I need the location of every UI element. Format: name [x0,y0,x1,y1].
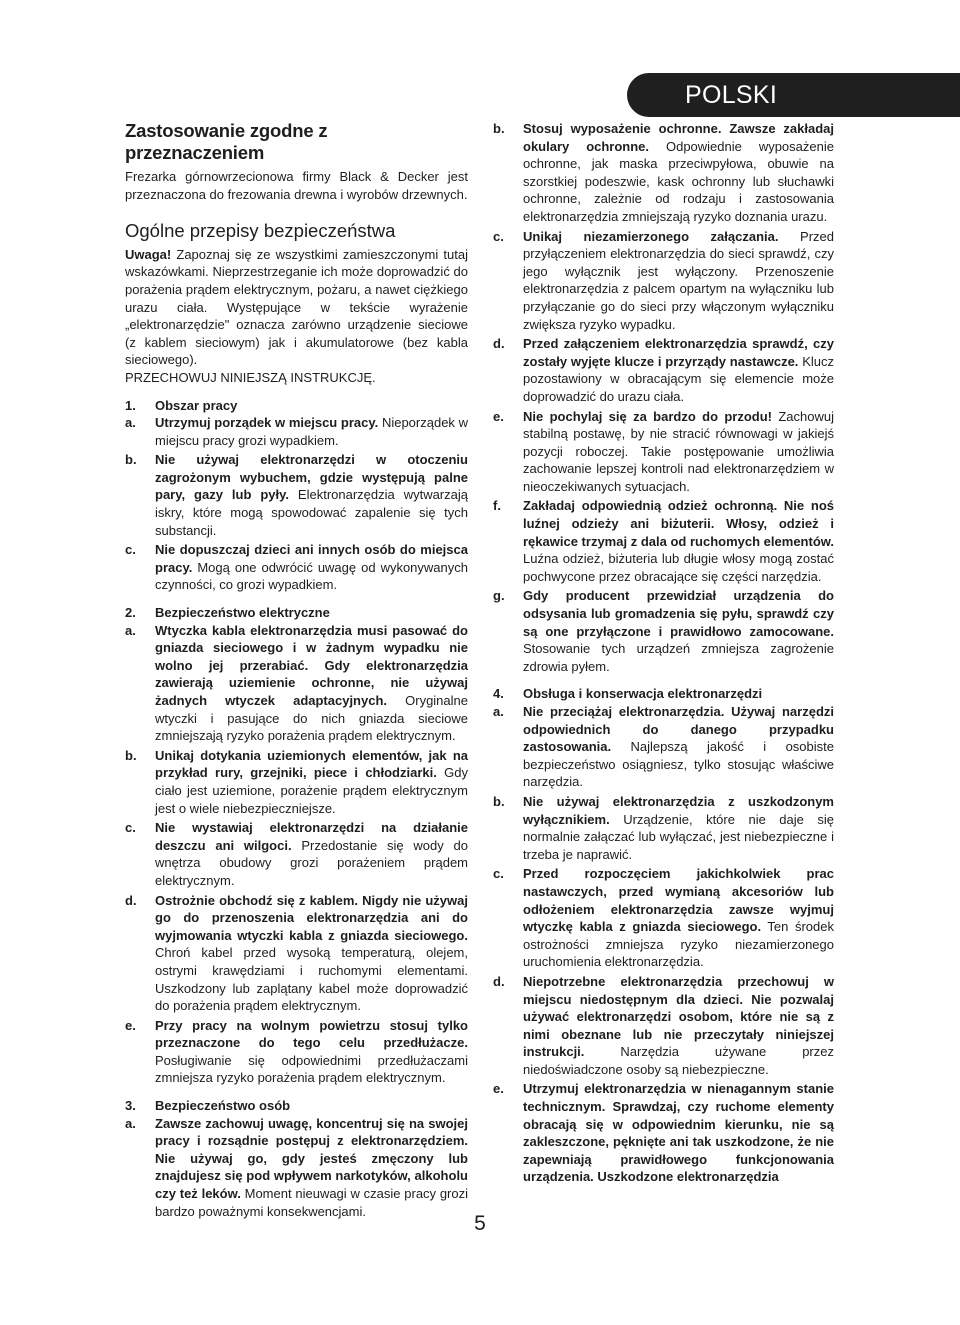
item-bold-text: Nie używaj elektronarzędzia z uszkodzonym wyłącznikiem. [523,793,834,827]
section-4-items [493,703,834,1186]
section-4-heading: 4. Obsługa i konserwacja elektronarzędzi [493,686,763,702]
item-text: Urządzenie, które nie daje się normalnie załączać lub wyłączać, jest niebezpieczne i trzeba je naprawić. [523,811,834,862]
item-body [155,541,468,594]
item-label: e. [493,1081,504,1097]
section-title-intended-use: Zastosowanie zgodne z przeznaczeniem [125,120,328,164]
item-bold-text: Nie przeciążaj elektronarzędzia. Używaj narzędzi odpowiednich do danego przypadku zastosowania. [523,704,834,755]
item-label: a. [493,704,504,719]
list-item [493,335,834,405]
list-item [493,587,834,675]
item-body [523,793,834,863]
item-text: Mogą one odwrócić uwagę od wykonywanych czynności, co grozi wypadkiem. [155,559,468,593]
item-label: c. [493,866,504,882]
section-3-items [125,1115,468,1221]
list-item [125,1115,468,1221]
item-text: Elektronarzędzia wytwarzają iskry, które mogą spowodować zapalenie się tych substancji. [155,487,468,538]
item-bold-text: Stosuj wyposażenie ochronne. Zawsze zakładaj okulary ochronne. [523,121,834,154]
item-body [523,335,834,405]
item-body [523,120,834,226]
item-bold-text: Przy pracy na wolnym powietrzu stosuj tylko przeznaczone do tego celu przedłużacze. [155,1017,468,1051]
list-item [125,414,468,449]
item-bold-text: Ostrożnie obchodź się z kablem. Nigdy nie używaj go do przenoszenia elektronarzędzia ani do wyjmowania wtyczki kabla z gniazda sieciowego. [155,892,468,943]
list-item [125,892,468,1015]
item-label: e. [493,408,504,424]
item-body [523,587,834,675]
section-3-heading: 3. Bezpieczeństwo osób [125,1098,291,1114]
item-text: Narzędzia używane przez niedoświadczone osoby są niebezpieczne. [523,1044,834,1077]
item-bold-text: Wtyczka kabla elektronarzędzia musi pasować do gniazda sieciowego i w żadnym wypadku nie wolno jej przerabiać. Gdy elektronarzędzia zawierają uziemienie ochronne, nie używaj żadnych wtyczek adaptacyjnych. [155,622,468,708]
item-text: Przed przyłączeniem elektronarzędzia do sieci sprawdź, czy jego wyłącznik jest wyłączony. Przenoszenie elektronarzędzia z palcem opartym na wyłączniku lub przyłączanie go do sieci przy włączonym wyłączniku zwiększa ryzyko wypadku. [523,228,834,332]
section-2-items [125,622,468,1087]
item-bold-text: Gdy producent przewidział urządzenia do odsysania lub gromadzenia się pyłu, sprawdź czy są one przyłączone i prawidłowo zamocowane. [523,588,834,639]
item-body [155,819,468,889]
item-text: Gdy ciało jest uziemione, porażenie prądem elektrycznym jest o wiele niebezpieczniejsze. [155,765,468,816]
item-text: Stosowanie tych urządzeń zmniejsza zagrożenie zdrowia pyłem. [523,641,834,674]
section-2-heading: 2. Bezpieczeństwo elektryczne [125,605,330,621]
item-bold-text: Utrzymuj elektronarzędzia w nienagannym stanie technicznym. Sprawdzaj, czy ruchome elementy obracają się w odpowiednim kierunku, nie są zakleszczone, pęknięte ani tak uszkodzone, że nie zapewniają prawidłowego funkcjonowania urządzenia. Uszkodzone elektronarzędzia [523,1081,834,1185]
section-3-items-continued [493,120,834,675]
item-text: Zachowuj stabilną postawę, by nie stracić równowagi w jakiejś pozycji roboczej. Takie postępowanie umożliwia zachowanie lepszej kontroli nad elektronarzędziem w nieoczekiwanych sytuacjach. [523,408,835,494]
item-bold-text: Nie dopuszczaj dzieci ani innych osób do miejsca pracy. [155,542,468,575]
item-label: e. [125,1017,136,1033]
item-text: Moment nieuwagi w czasie pracy grozi bardzo poważnymi konsekwencjami. [155,1186,468,1219]
warning-text: Zapoznaj się ze wszystkimi zamieszczonymi tutaj wskazówkami. Nieprzestrzeganie ich może doprowadzić do porażenia prądem elektrycznym, pożaru, a nawet ciężkiego urazu ciała. Występujące w tekście wyrażenie „elektronarzędzie" oznacza zarówno urządzenie sieciowe (z kablem sieciowym) jak i akumulatorowe (bez kabla sieciowego). [125,246,468,368]
list-item [493,408,834,496]
intended-use-text: Frezarka górnowrzecionowa firmy Black & Decker jest przeznaczona do frezowania drewna i wyrobów drzewnych. [125,169,468,202]
item-label: c. [125,542,136,558]
list-item [493,497,834,585]
item-body [523,973,834,1079]
list-item [493,1080,834,1186]
item-label: c. [125,820,136,836]
item-text: Odpowiednie wyposażenie ochronne, jak maska przeciwpyłowa, obuwie na szorstkiej podeszwie, kask ochronny lub słuchawki ochronne, zależnie od rodzaju i zastosowania elektronarzędzia zmniejszają ryzyko doznania urazu. [523,138,834,224]
list-item [125,1017,468,1087]
item-label: g. [493,588,505,604]
item-body [155,1115,468,1221]
item-label: f. [493,498,501,514]
item-label: a. [125,622,136,638]
item-body [155,892,468,1015]
item-label: d. [493,973,505,989]
list-item [493,228,834,334]
item-body [523,497,834,585]
left-column [125,120,468,1220]
item-body [155,622,468,745]
item-body [523,408,834,496]
item-body [523,228,834,334]
list-item [125,747,468,817]
item-text: Luźna odzież, biżuteria lub długie włosy mogą zostać pochwycone przez obracające się części narzędzia. [523,551,834,584]
item-label: b. [125,747,137,763]
item-label: b. [493,121,505,136]
list-item [125,622,468,745]
list-item [493,703,834,791]
item-bold-text: Unikaj niezamierzonego załączania. [523,228,779,244]
item-body [155,747,468,817]
item-label: a. [125,415,136,431]
list-item [493,973,834,1079]
item-bold-text: Zawsze zachowuj uwagę, koncentruj się na swojej pracy i rozsądnie postępuj z elektronarzędziem. Nie używaj go, gdy jesteś zmęczony lub znajdujesz się pod wpływem narkotyków, alkoholu czy też leków. [155,1115,468,1202]
warning-label: Uwaga! [125,246,172,262]
list-item [125,819,468,889]
item-bold-text: Nie wystawiaj elektronarzędzi na działanie deszczu ani wilgoci. [155,820,468,853]
item-text: Nieporządek w miejscu pracy grozi wypadkiem. [155,415,468,448]
item-label: b. [125,452,137,468]
item-bold-text: Przed załączeniem elektronarzędzia sprawdź, czy zostały wyjęte klucze i przyrządy nastawcze. [523,336,834,369]
item-label: d. [125,892,137,908]
item-text: Klucz pozostawiony w obracającym się elemencie może doprowadzić do urazu ciała. [523,353,834,404]
item-label: c. [493,228,504,244]
item-bold-text: Utrzymuj porządek w miejscu pracy. [155,415,379,431]
list-item [125,541,468,594]
item-body [523,865,834,971]
item-body [523,1080,834,1186]
language-badge: POLSKI [627,73,960,117]
item-body [155,1017,468,1087]
item-bold-text: Nie używaj elektronarzędzi w otoczeniu zagrożonym wybuchem, gdzie występują palne pary, gazy lub pyły. [155,452,468,503]
warning-paragraph [125,246,468,369]
item-bold-text: Nie pochylaj się za bardzo do przodu! [523,408,773,424]
list-item [125,451,468,539]
item-text: Przedostanie się wody do wnętrza obudowy grozi porażeniem prądem elektrycznym. [155,837,468,888]
item-text: Ten środek ostrożności zmniejsza ryzyko niezamierzonego uruchomienia elektronarzędzia. [523,919,834,970]
item-bold-text: Zakładaj odpowiednią odzież ochronną. Nie noś luźnej odzieży ani biżuterii. Włosy, odzież i rękawice trzymaj z dala od ruchomych elementów. [523,498,834,549]
list-item [493,120,834,226]
item-text: Najlepszą jakość i osobiste bezpieczeństwo osiągniesz, tylko stosując właściwe narzędzia. [523,739,834,790]
list-item [493,865,834,971]
item-body [155,414,468,449]
list-item [493,793,834,863]
item-label: d. [493,336,505,352]
item-bold-text: Unikaj dotykania uziemionych elementów, jak na przykład rury, grzejniki, piece i chłodziarki. [155,747,468,781]
section-1-items [125,414,468,594]
keep-instructions-text: PRZECHOWUJ NINIEJSZĄ INSTRUKCJĘ. [125,369,376,385]
item-bold-text: Niepotrzebne elektronarzędzia przechowuj w miejscu niedostępnym dla dzieci. Nie pozwalaj używać elektronarzędzi osobom, które nie są z nimi obeznane lub nie przeczytały niniejszej instrukcji. [523,973,834,1060]
right-column [493,120,834,1186]
item-body [155,451,468,539]
item-text: Posługiwanie się odpowiednimi przedłużaczami zmniejsza ryzyko porażenia prądem elektrycznym. [155,1052,468,1086]
page-number: 5 [474,1212,486,1235]
item-text: Chroń kabel przed wysoką temperaturą, olejem, ostrymi krawędziami i ruchomymi elementami. Uszkodzony lub zaplątany kabel może doprowadzić do porażenia prądem elektrycznym. [155,945,468,1014]
item-label: b. [493,793,505,809]
item-label: a. [125,1115,136,1131]
item-bold-text: Przed rozpoczęciem jakichkolwiek prac nastawczych, przed wymianą akcesoriów lub odłożeniem elektronarzędzia zawsze wyjmuj wtyczkę kabla z gniazda sieciowego. [523,866,834,935]
item-text: Oryginalne wtyczki i pasujące do nich gniazda sieciowe zmniejszają ryzyko porażenia prądem elektrycznym. [155,693,468,744]
section-1-heading: 1. Obszar pracy [125,397,238,413]
section-title-general-safety: Ogólne przepisy bezpieczeństwa [125,219,396,241]
item-body [523,703,834,791]
